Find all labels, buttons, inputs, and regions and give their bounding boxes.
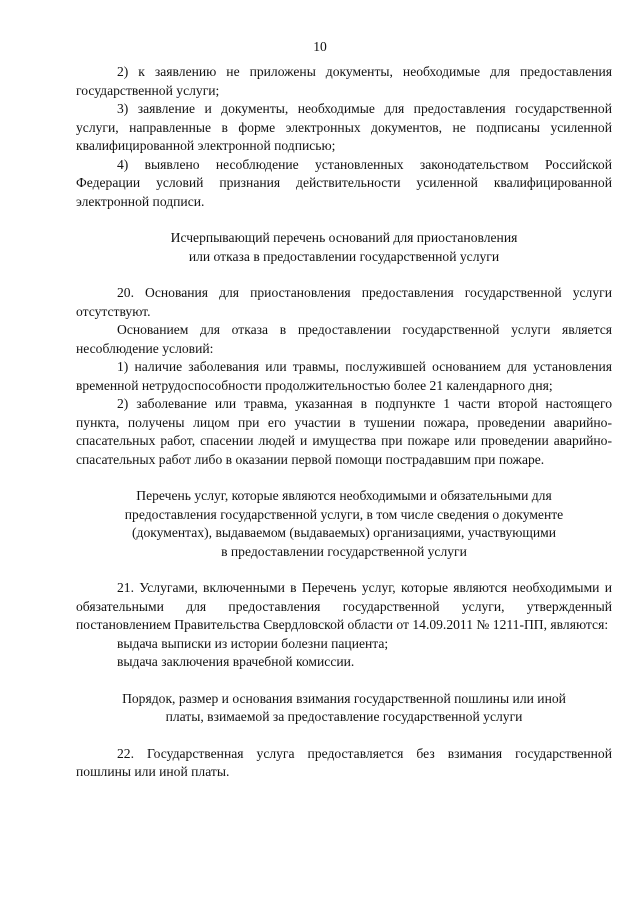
paragraph-item-4: 4) выявлено несоблюдение установленных законодательством Российской Федерации условий признания действительности усиленной квалифицированной электронной подписи. <box>76 156 612 209</box>
page-number: 10 <box>313 39 327 54</box>
paragraph-condition-1: 1) наличие заболевания или травмы, послужившей основанием для установления временной нетрудоспособности продолжительностью более 21 календарного дня; <box>76 359 612 393</box>
list-item: выдача выписки из истории болезни пациента; <box>117 635 389 651</box>
list-item: выдача заключения врачебной комиссии. <box>117 654 355 669</box>
section-heading-services <box>76 487 612 561</box>
section-heading-grounds <box>76 229 612 266</box>
heading-line: Исчерпывающий перечень оснований для приостановления <box>170 230 518 245</box>
page-content <box>76 63 612 782</box>
heading-line: в предоставлении государственной услуги <box>221 543 467 559</box>
paragraph-condition-2: 2) заболевание или травма, указанная в подпункте 1 части второй настоящего пункта, получены лицом при его участии в тушении пожара, проведении аварийно-спасательных работ, спасении людей и имущества при пожаре или проведении аварийно-спасательных работ либо в оказании первой помощи пострадавшим при пожаре. <box>76 396 612 467</box>
paragraph-21: 21. Услугами, включенными в Перечень услуг, которые являются необходимыми и обязательными для предоставления государственной услуги, утвержденный постановлением Правительства Свердловской области от 14.09.2011 № 1211-ПП, являются: <box>76 580 612 632</box>
heading-line: (документах), выдаваемом (выдаваемых) организациями, участвующими <box>132 525 556 540</box>
paragraph-20: 20. Основания для приостановления предоставления государственной услуги отсутствуют. <box>76 285 612 319</box>
paragraph-item-2: 2) к заявлению не приложены документы, необходимые для предоставления государственной услуги; <box>76 64 612 98</box>
heading-line: предоставления государственной услуги, в том числе сведения о документе <box>124 506 564 522</box>
heading-line: Порядок, размер и основания взимания государственной пошлины или иной <box>122 690 566 706</box>
heading-line: Перечень услуг, которые являются необходимыми и обязательными для <box>136 488 552 503</box>
heading-line: или отказа в предоставлении государственной услуги <box>188 248 500 264</box>
paragraph-22: 22. Государственная услуга предоставляется без взимания государственной пошлины или иной платы. <box>76 745 612 779</box>
paragraph-item-3: 3) заявление и документы, необходимые для предоставления государственной услуги, направленные в форме электронных документов, не подписаны усиленной квалифицированной электронной подписью; <box>76 101 612 153</box>
heading-line: платы, взимаемой за предоставление государственной услуги <box>165 709 523 724</box>
section-heading-fee <box>76 690 612 727</box>
paragraph-refusal-basis: Основанием для отказа в предоставлении государственной услуги является несоблюдение условий: <box>76 322 612 356</box>
